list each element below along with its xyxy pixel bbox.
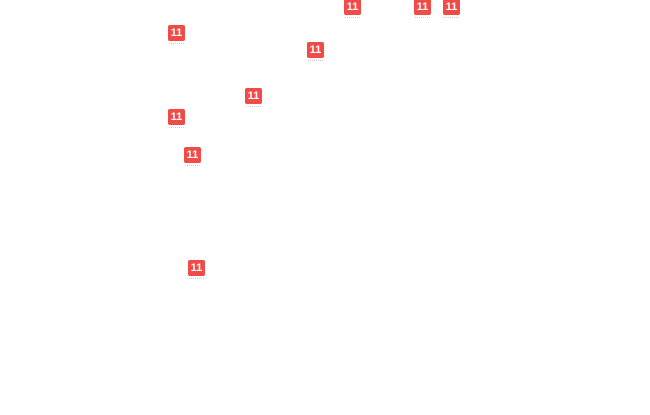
part-callout-label: 11 xyxy=(309,43,322,56)
part-callout-label: 11 xyxy=(186,148,199,161)
part-callout-label: 11 xyxy=(190,261,203,274)
part-callout-badge[interactable] xyxy=(307,42,324,58)
part-callout-label: 11 xyxy=(346,0,359,13)
part-callout-label: 11 xyxy=(445,0,458,13)
part-callout-badge[interactable] xyxy=(184,147,201,163)
part-callout-badge[interactable] xyxy=(168,109,185,125)
part-callout-badge[interactable] xyxy=(188,260,205,276)
part-callout-label: 11 xyxy=(170,26,183,39)
part-callout-badge[interactable] xyxy=(245,88,262,104)
part-callout-badge[interactable] xyxy=(168,25,185,41)
part-callout-badge[interactable] xyxy=(344,0,361,15)
part-callout-badge[interactable] xyxy=(443,0,460,15)
part-callout-badge[interactable] xyxy=(414,0,431,15)
part-callout-label: 11 xyxy=(170,110,183,123)
part-callout-label: 11 xyxy=(247,89,260,102)
part-callout-label: 11 xyxy=(416,0,429,13)
